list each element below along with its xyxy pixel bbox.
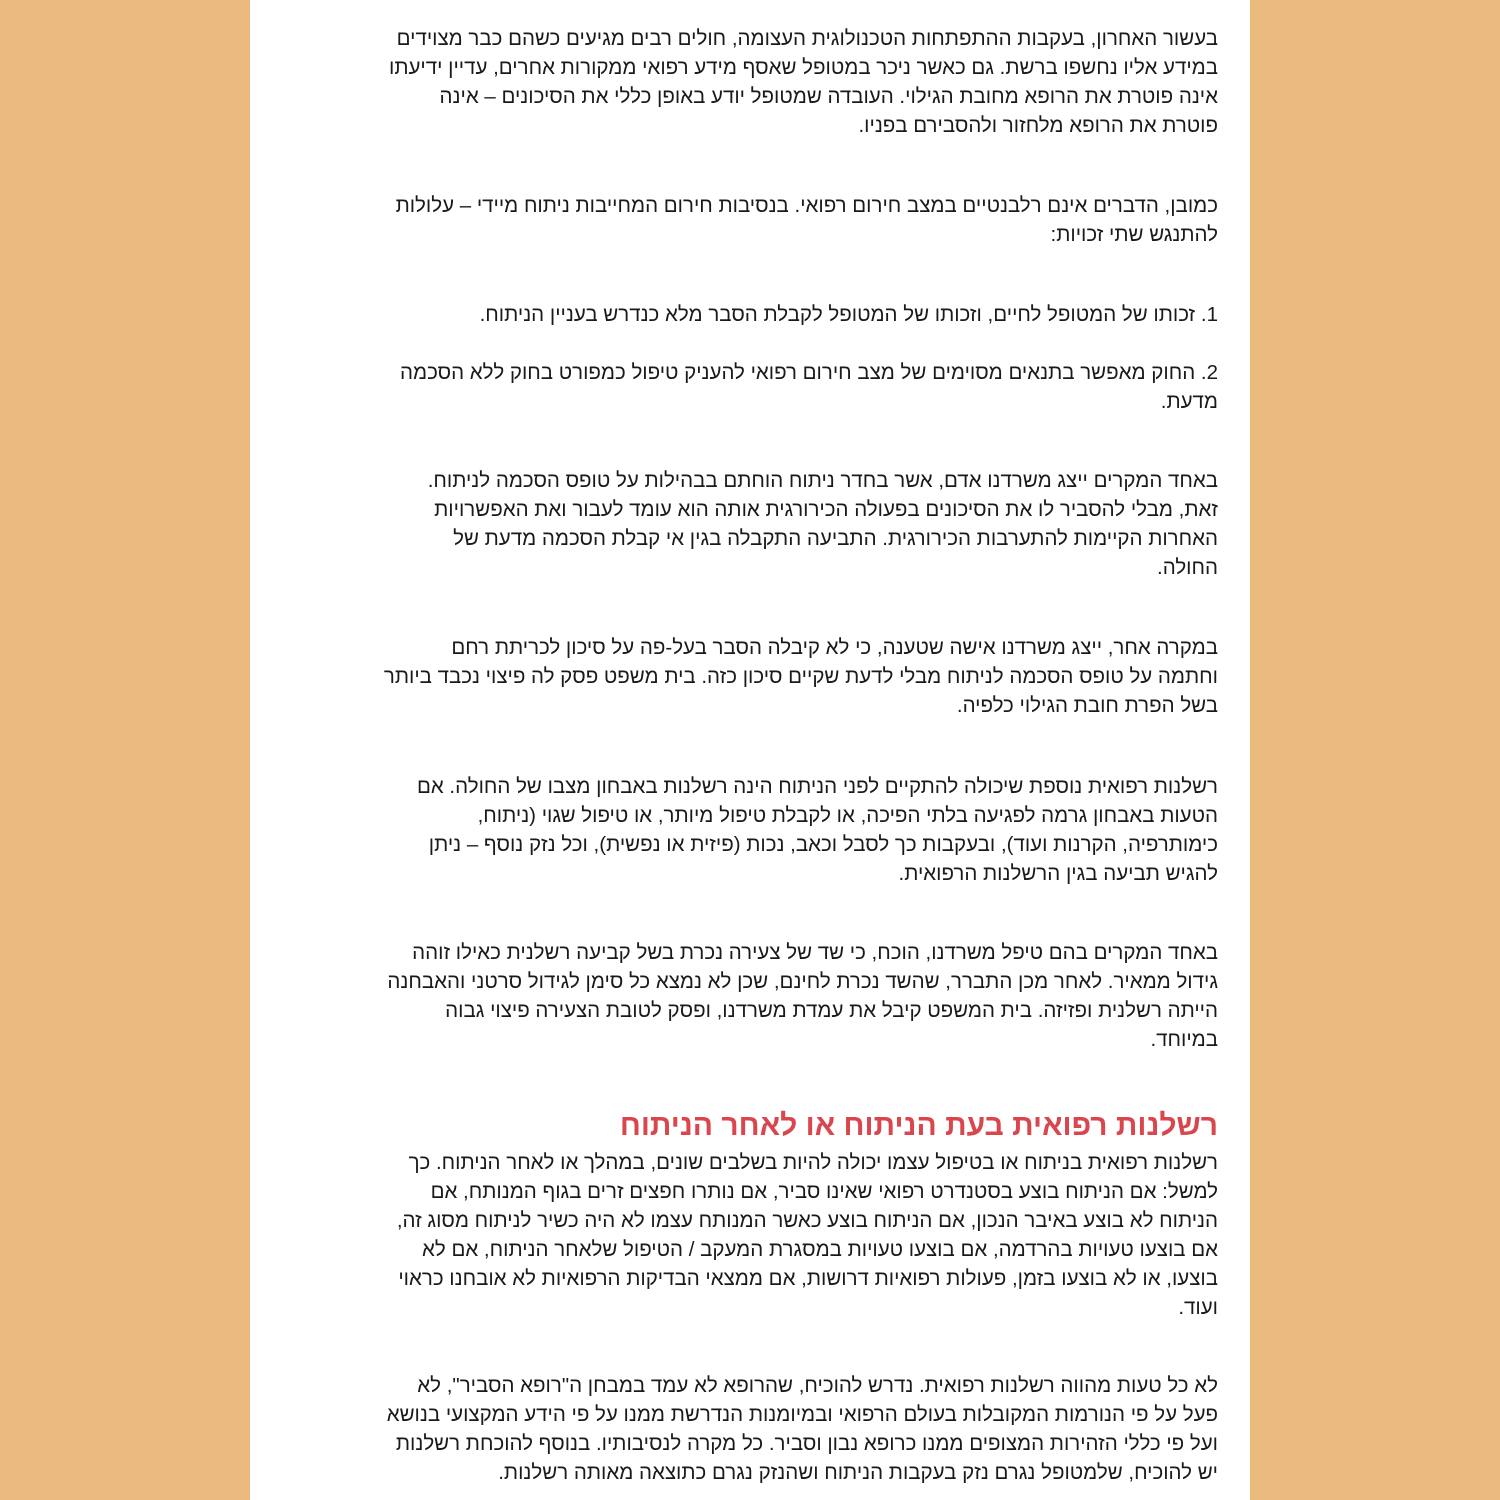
paragraph-surgery-negligence [268, 1148, 1218, 1322]
paragraph-emergency [268, 191, 1218, 249]
paragraph-text: במקרה אחר, ייצג משרדנו אישה שטענה, כי לא קיבלה הסבר בעל-פה על סיכון לכריתת רחם וחתמה על טופס הסכמה לניתוח מבלי לדעת שקיים סיכון כזה. בית משפט פסק לה פיצוי נכבד ביותר בשל הפרת חובת הגילוי כלפיה. [383, 636, 1218, 717]
paragraph-text: רשלנות רפואית נוספת שיכולה להתקיים לפני הניתוח הינה רשלנות באבחון מצבו של החולה. אם הטעות באבחון גרמה לפגיעה בלתי הפיכה, או לקבלת טיפול מיותר, או טיפול שגוי (ניתוח, כימותרפיה, הקרנות ועוד), ובעקבות כך לסבל וכאב, נכות (פיזית או נפשית), וכל נזק נוסף – ניתן להגיש תביעה בגין הרשלנות הרפואית. [416, 775, 1218, 885]
paragraph-case-consent-form [268, 466, 1218, 582]
paragraph-case-mastectomy [268, 938, 1218, 1054]
paragraph-text: רשלנות רפואית בניתוח או בטיפול עצמו יכולה להיות בשלבים שונים, במהלך או לאחר הניתוח. כך למשל: אם הניתוח בוצע בסטנדרט רפואי שאינו סביר, אם נותרו חפצים זרים בגוף המנותח, אם הניתוח לא בוצע באיבר הנכון, אם הניתוח בוצע כאשר המנותח עצמו לא היה כשיר לניתוח מסוג זה, אם בוצעו טעויות בהרדמה, אם בוצעו טעויות במסגרת המעקב / הטיפול שלאחר הניתוח, אם לא בוצעו, או לא בוצעו בזמן, פעולות רפואיות דרושות, אם ממצאי הבדיקות הרפואיות לא אובחנו כראוי ועוד. [396, 1151, 1218, 1319]
section-heading: רשלנות רפואית בעת הניתוח או לאחר הניתוח [619, 1109, 1218, 1142]
paragraph-text: כמובן, הדברים אינם רלבנטיים במצב חירום רפואי. בנסיבות חירום המחייבות ניתוח מיידי – עלולות להתנגש שתי זכויות: [395, 194, 1218, 246]
paragraph-text: באחד המקרים בהם טיפל משרדנו, הוכח, כי שד של צעירה נכרת בשל קביעה רשלנית כאילו זוהה גידול ממאיר. לאחר מכן התברר, שהשד נכרת לחינם, שכן לא נמצא כל סימן לגידול סרטני והאבחנה הייתה רשלנית ופזיזה. בית המשפט קיבל את עמדת משרדנו, ופסק לטובת הצעירה פיצוי גבוה במיוחד. [387, 941, 1218, 1051]
paragraph-text: לא כל טעות מהווה רשלנות רפואית. נדרש להוכיח, שהרופא לא עמד במבחן ה"רופא הסביר", לא פעל על פי הנורמות המקובלות בעולם הרפואי ובמיומנות הנדרשת ממנו על פי הידע המקצועי בנושא ועל פי כללי הזהירות המצופים ממנו כרופא נבון וסביר. כל מקרה לנסיבותיו. בנוסף להוכחת רשלנות יש להוכיח, שלמטופל נגרם נזק בעקבות הניתוח ושהנזק נגרם כתוצאה מאותה רשלנות. [386, 1374, 1218, 1484]
paragraph-text: באחד המקרים ייצג משרדנו אדם, אשר בחדר ניתוח הוחתם בבהילות על טופס הסכמה לניתוח. זאת, מבלי להסביר לו את הסיכונים בפעולה הכירורגית אותה הוא עומד לעבור ואת האפשרויות האחרות הקיימות להתערבות הכירורגית. התביעה התקבלה בגין אי קבלת הסכמה מדעת של החולה. [427, 469, 1218, 579]
document-page [250, 0, 1250, 1500]
paragraph-misdiagnosis [268, 772, 1218, 888]
paragraph-reasonable-doctor [268, 1371, 1218, 1487]
list-item-text: 1. זכותו של המטופל לחיים, וזכותו של המטופל לקבלת הסבר מלא כנדרש בעניין הניתוח. [479, 303, 1218, 326]
list-item-1 [268, 300, 1218, 329]
list-item-text: 2. החוק מאפשר בתנאים מסוימים של מצב חירום רפואי להעניק טיפול כמפורט בחוק ללא הסכמה מדעת. [400, 361, 1218, 413]
list-item-2 [268, 358, 1218, 416]
paragraph-case-hysterectomy [268, 633, 1218, 720]
section-heading-block [268, 1108, 1218, 1144]
paragraph-text: בעשור האחרון, בעקבות ההתפתחות הטכנולוגית העצומה, חולים רבים מגיעים כשהם כבר מצוידים במידע אליו נחשפו ברשת. גם כאשר ניכר במטופל שאסף מידע רפואי ממקורות אחרים, עדיין ידיעתו אינה פוטרת את הרופא מחובת הגילוי. העובדה שמטופל יודע באופן כללי את הסיכונים – אינה פוטרת את הרופא מלחזור ולהסבירם בפניו. [389, 27, 1218, 137]
paragraph-patient-knowledge [268, 24, 1218, 140]
